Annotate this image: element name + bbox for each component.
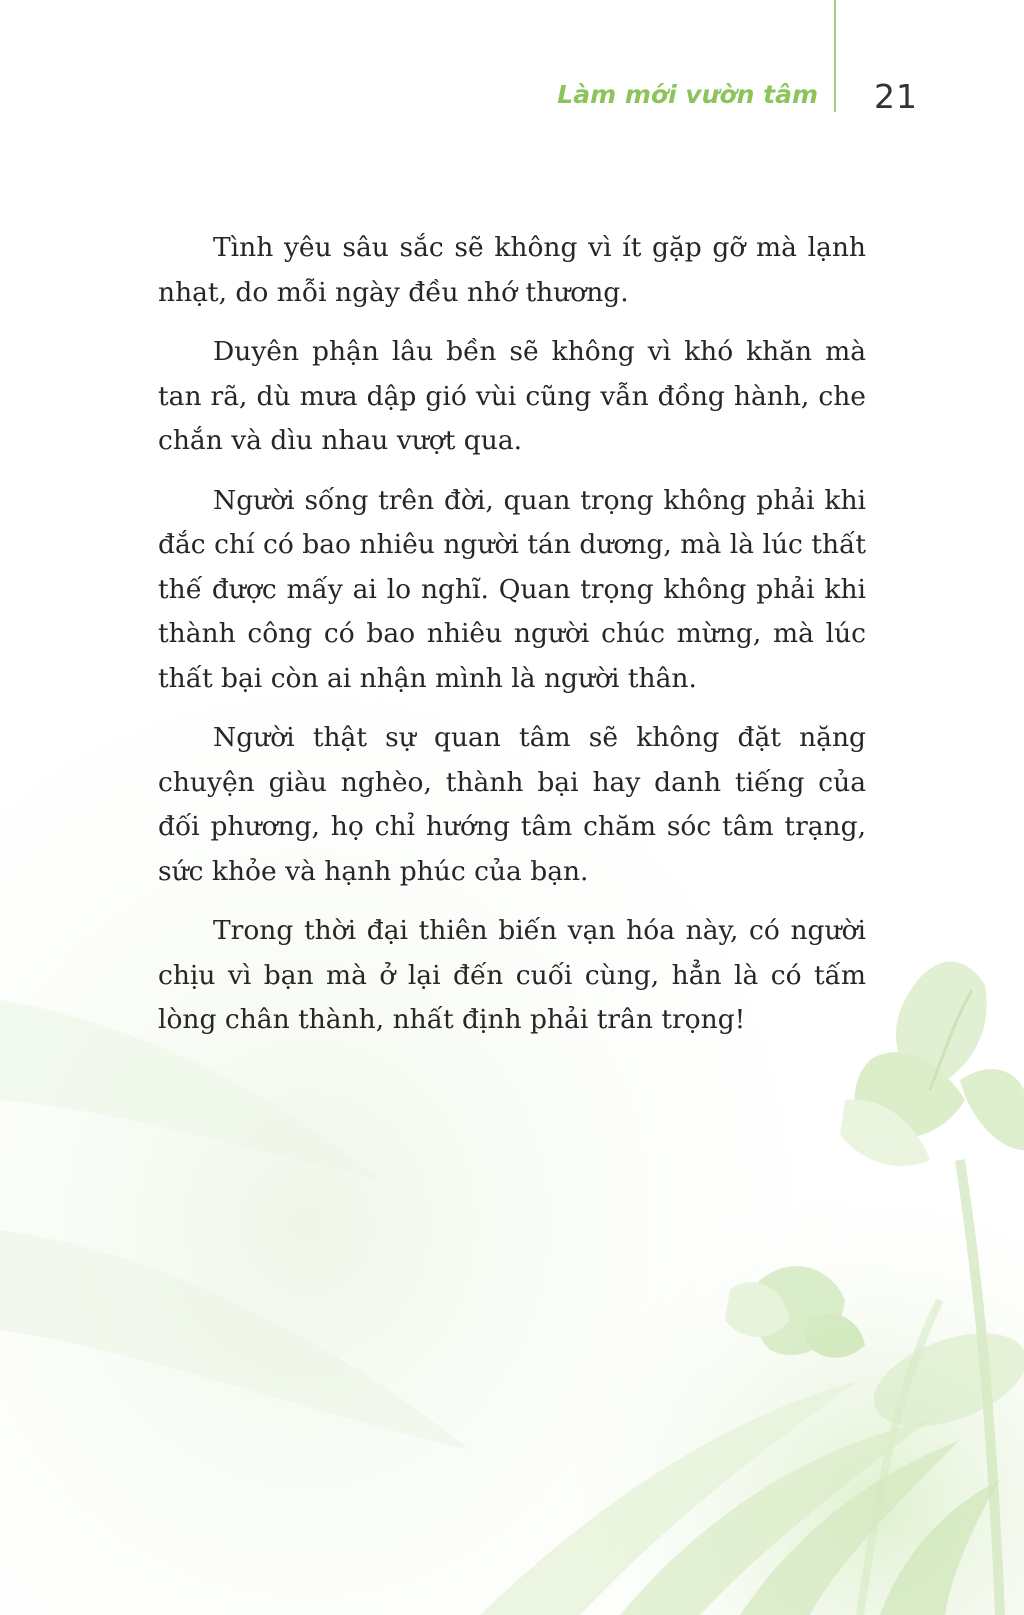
running-title: Làm mới vườn tâm xyxy=(557,80,818,109)
paragraph: Người sống trên đời, quan trọng không phải khi đắc chí có bao nhiêu người tán dương, mà là lúc thất thế được mấy ai lo nghĩ. Quan trọng không phải khi thành công có bao nhiêu người chúc mừng, mà lúc thất bại còn ai nhận mình là người thân. xyxy=(158,484,866,694)
page-number: 21 xyxy=(874,77,918,116)
paragraph: Trong thời đại thiên biến vạn hóa này, có người chịu vì bạn mà ở lại đến cuối cùng, hẳn là có tấm lòng chân thành, nhất định phải trân trọng! xyxy=(158,915,866,1035)
paragraph: Tình yêu sâu sắc sẽ không vì ít gặp gỡ mà lạnh nhạt, do mỗi ngày đều nhớ thương. xyxy=(158,232,866,308)
paragraph: Người thật sự quan tâm sẽ không đặt nặng chuyện giàu nghèo, thành bại hay danh tiếng của đối phương, họ chỉ hướng tâm chăm sóc tâm trạng, sức khỏe và hạnh phúc của bạn. xyxy=(158,722,866,887)
header-vertical-rule xyxy=(834,0,836,112)
body-text xyxy=(158,226,866,1058)
paragraph: Duyên phận lâu bền sẽ không vì khó khăn mà tan rã, dù mưa dập gió vùi cũng vẫn đồng hành, che chắn và dìu nhau vượt qua. xyxy=(158,336,866,456)
